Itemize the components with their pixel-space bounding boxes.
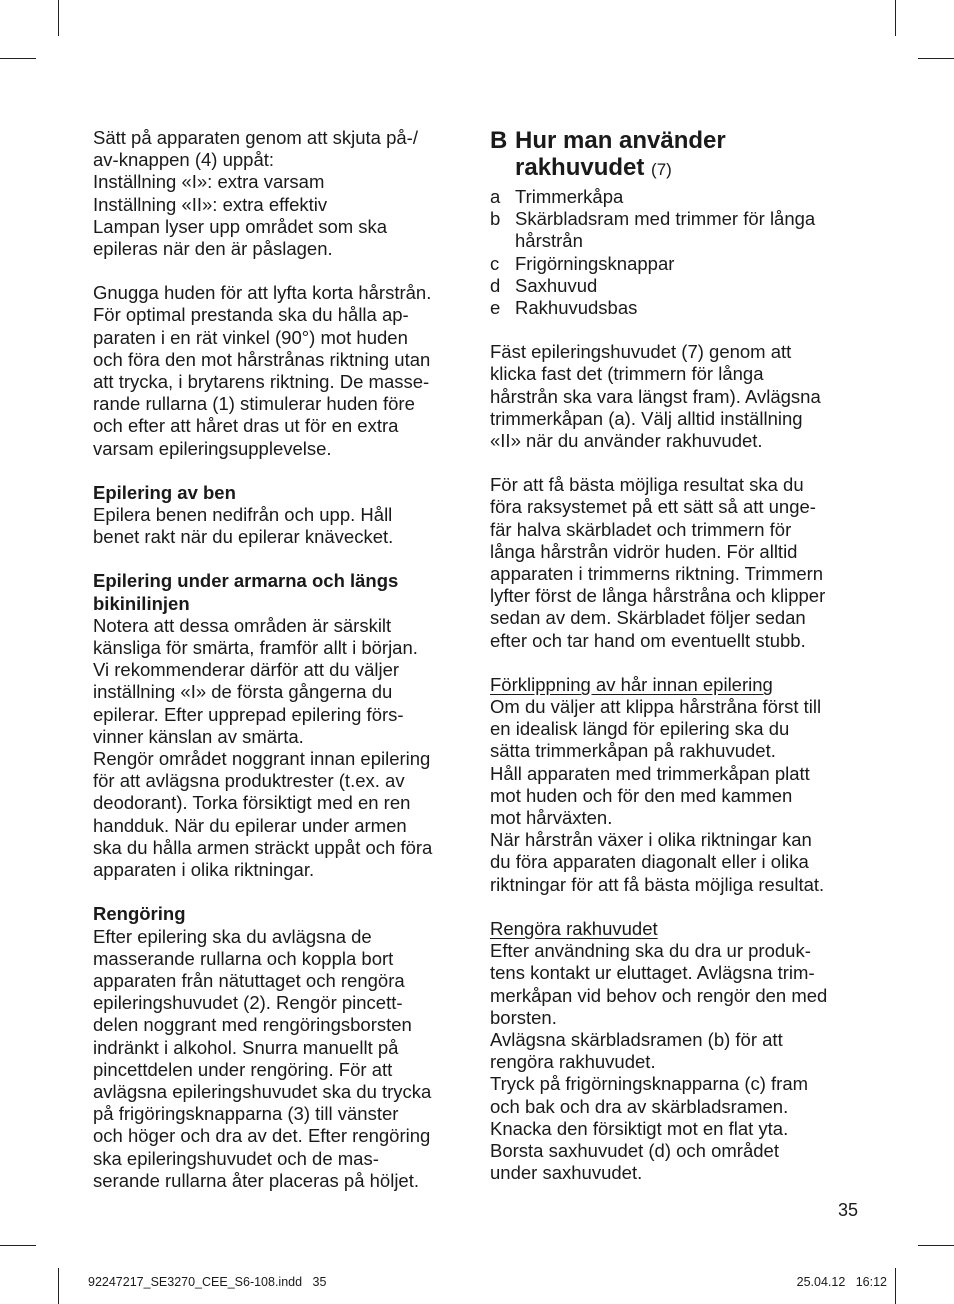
list-item-letter: d — [490, 274, 501, 296]
pre-trim-heading: Förklippning av hår innan epilering — [490, 673, 773, 695]
text-line: och föra den mot hårstrånas riktning utan — [93, 348, 431, 370]
text-line: för att avlägsna produktrester (t.ex. av — [93, 770, 405, 792]
text-line: pincettdelen under rengöring. För att — [93, 1058, 393, 1080]
crop-mark-top-right-vertical — [895, 0, 896, 36]
text-line: att trycka, i brytarens riktning. De masse- — [93, 371, 430, 393]
text-line: «II» när du använder rakhuvudet. — [490, 430, 763, 452]
text-line: och efter att håret dras ut för en extra — [93, 415, 399, 437]
list-item-letter: a — [490, 186, 501, 207]
text-line: Borsta saxhuvudet (d) och området — [490, 1139, 779, 1161]
text-line: För att få bästa möjliga resultat ska du — [490, 474, 804, 496]
text-line: och höger och dra av det. Efter rengöring — [93, 1125, 431, 1147]
section-figure-ref: (7) — [651, 160, 672, 179]
text-line: sätta trimmerkåpan på rakhuvudet. — [490, 740, 776, 762]
text-line: klicka fast det (trimmern för långa — [490, 363, 764, 385]
underarm-heading: Epilering under armarna och längs — [93, 570, 399, 592]
text-line: apparaten i trimmerns riktning. Trimmern — [490, 563, 824, 585]
list-item-letter: c — [490, 252, 500, 274]
list-item-text: hårstrån — [515, 230, 583, 252]
crop-mark-top-left-horizontal — [0, 58, 36, 59]
text-line: Sätt på apparaten genom att skjuta på-/ — [93, 127, 418, 148]
text-line: Inställning «I»: extra varsam — [93, 171, 325, 193]
right-column — [490, 127, 862, 1206]
text-line: benet rakt när du epilerar knävecket. — [93, 526, 394, 548]
list-item-text: Frigörningsknappar — [515, 252, 675, 274]
crop-mark-top-left-vertical — [58, 0, 59, 36]
page-number: 35 — [838, 1200, 859, 1220]
parts-list — [490, 186, 862, 319]
text-line: vinner känslan av smärta. — [93, 725, 304, 747]
crop-mark-bottom-left-horizontal — [0, 1245, 36, 1246]
section-title-text: rakhuvudet — [515, 154, 645, 181]
text-line: du föra apparaten diagonalt eller i olika — [490, 851, 809, 873]
text-line: deodorant). Torka försiktigt med en ren — [93, 792, 411, 814]
text-line: lyfter först de långa hårstråna och klipper — [490, 585, 826, 607]
list-item-letter: b — [490, 208, 501, 230]
list-item — [490, 186, 862, 208]
list-item — [490, 297, 862, 319]
text-line: Avlägsna skärbladsramen (b) för att — [490, 1028, 783, 1050]
text-line: Gnugga huden för att lyfta korta hårstrån. — [93, 282, 432, 304]
section-letter: B — [490, 127, 508, 154]
list-item — [490, 208, 862, 252]
crop-mark-bottom-right-vertical — [895, 1268, 896, 1304]
cleaning-section — [93, 903, 465, 1192]
list-item — [490, 253, 862, 275]
text-line: trimmerkåpan (a). Välj alltid inställning — [490, 407, 803, 429]
text-line: föra raksystemet på ett sätt så att unge- — [490, 496, 816, 518]
text-line: rengöra rakhuvudet. — [490, 1051, 656, 1073]
text-line: Rengör området noggrant innan epilering — [93, 748, 431, 770]
text-line: Knacka den försiktigt mot en flat yta. — [490, 1117, 789, 1139]
section-title-line — [515, 154, 862, 183]
text-line: merkåpan vid behov och rengör den med — [490, 984, 828, 1006]
text-line: Lampan lyser upp området som ska — [93, 215, 388, 237]
text-line: under saxhuvudet. — [490, 1162, 643, 1184]
text-line: och bak och dra av skärbladsramen. — [490, 1095, 789, 1117]
list-item-text: Rakhuvudsbas — [515, 297, 638, 319]
text-line: efter och tar hand om eventuellt stubb. — [490, 629, 806, 651]
text-line: Tryck på frigörningsknapparna (c) fram — [490, 1073, 809, 1095]
text-line: ska du hålla armen sträckt uppåt och föra — [93, 836, 433, 858]
crop-mark-top-right-horizontal — [918, 58, 954, 59]
clean-head-heading: Rengöra rakhuvudet — [490, 917, 658, 939]
text-line: avlägsna epileringshuvudet ska du trycka — [93, 1080, 432, 1102]
text-line: fär halva skärbladet och trimmern för — [490, 518, 792, 540]
text-line: av-knappen (4) uppåt: — [93, 149, 275, 171]
text-line: För optimal prestanda ska du hålla ap- — [93, 304, 409, 326]
text-line: masserande rullarna och koppla bort — [93, 947, 394, 969]
underarm-section — [93, 570, 465, 881]
footer-timestamp: 25.04.12 16:12 — [796, 1275, 887, 1289]
text-line: delen noggrant med rengöringsborsten — [93, 1014, 412, 1036]
text-line: riktningar för att få bästa möjliga resultat. — [490, 873, 825, 895]
best-results-paragraph — [490, 474, 862, 652]
pre-trim-section — [490, 674, 862, 896]
section-heading — [490, 127, 862, 183]
text-line: Notera att dessa områden är särskilt — [93, 614, 392, 636]
legs-section — [93, 482, 465, 549]
attach-paragraph — [490, 341, 862, 452]
text-line: rande rullarna (1) stimulerar huden före — [93, 393, 415, 415]
text-line: varsam epileringsupplevelse. — [93, 437, 332, 459]
text-line: Fäst epileringshuvudet (7) genom att — [490, 341, 792, 363]
text-line: sedan av dem. Skärbladet följer sedan — [490, 607, 806, 629]
list-item-text: Saxhuvud — [515, 274, 598, 296]
underarm-heading: bikinilinjen — [93, 592, 190, 614]
text-line: borsten. — [490, 1006, 557, 1028]
text-line: känsliga för smärta, framför allt i början. — [93, 637, 418, 659]
list-item-text: Skärbladsram med trimmer för långa — [515, 208, 816, 230]
text-line: apparaten från nätuttaget och rengöra — [93, 969, 405, 991]
text-line: Efter epilering ska du avlägsna de — [93, 925, 372, 947]
text-line: tens kontakt ur eluttaget. Avlägsna trim- — [490, 962, 815, 984]
text-line: inställning «I» de första gångerna du — [93, 681, 393, 703]
text-line: Inställning «II»: extra effektiv — [93, 193, 328, 215]
clean-head-section — [490, 918, 862, 1184]
text-line: När hårstrån växer i olika riktningar kan — [490, 829, 812, 851]
text-line: Håll apparaten med trimmerkåpan platt — [490, 762, 810, 784]
text-line: ska epileringshuvudet och de mas- — [93, 1147, 379, 1169]
text-line: paraten i en rät vinkel (90°) mot huden — [93, 326, 408, 348]
text-line: Vi rekommenderar därför att du väljer — [93, 659, 400, 681]
text-line: mot hårväxten. — [490, 807, 613, 829]
cleaning-heading: Rengöring — [93, 903, 186, 925]
text-line: Epilera benen nedifrån och upp. Håll — [93, 504, 393, 526]
footer-filename: 92247217_SE3270_CEE_S6-108.indd 35 — [88, 1275, 327, 1289]
text-line: handduk. När du epilerar under armen — [93, 814, 407, 836]
text-line: serande rullarna åter placeras på höljet. — [93, 1169, 419, 1191]
text-line: indränkt i alkohol. Snurra manuellt på — [93, 1036, 399, 1058]
crop-mark-bottom-left-vertical — [58, 1268, 59, 1304]
list-item-letter: e — [490, 297, 501, 319]
crop-mark-bottom-right-horizontal — [918, 1245, 954, 1246]
text-line: Om du väljer att klippa hårstråna först till — [490, 696, 822, 718]
text-line: epilerar. Efter upprepad epilering förs- — [93, 703, 404, 725]
list-item-text: Trimmerkåpa — [515, 186, 624, 207]
text-line: mot huden och för den med kammen — [490, 784, 793, 806]
text-line: en idealisk längd för epilering ska du — [490, 718, 790, 740]
text-line: långa hårstrån vidrör huden. För alltid — [490, 540, 798, 562]
text-line: epileringshuvudet (2). Rengör pincett- — [93, 992, 403, 1014]
left-column — [93, 127, 465, 1214]
text-line: hårstrån ska vara längst fram). Avlägsna — [490, 385, 821, 407]
technique-paragraph — [93, 282, 465, 460]
section-title-line: Hur man använder — [515, 127, 726, 154]
text-line: på frigöringsknapparna (3) till vänster — [93, 1103, 399, 1125]
text-line: apparaten i olika riktningar. — [93, 859, 315, 881]
text-line: Efter användning ska du dra ur produk- — [490, 940, 811, 962]
list-item — [490, 275, 862, 297]
intro-paragraph — [93, 127, 465, 260]
text-line: epileras när den är påslagen. — [93, 238, 333, 260]
legs-heading: Epilering av ben — [93, 481, 236, 503]
